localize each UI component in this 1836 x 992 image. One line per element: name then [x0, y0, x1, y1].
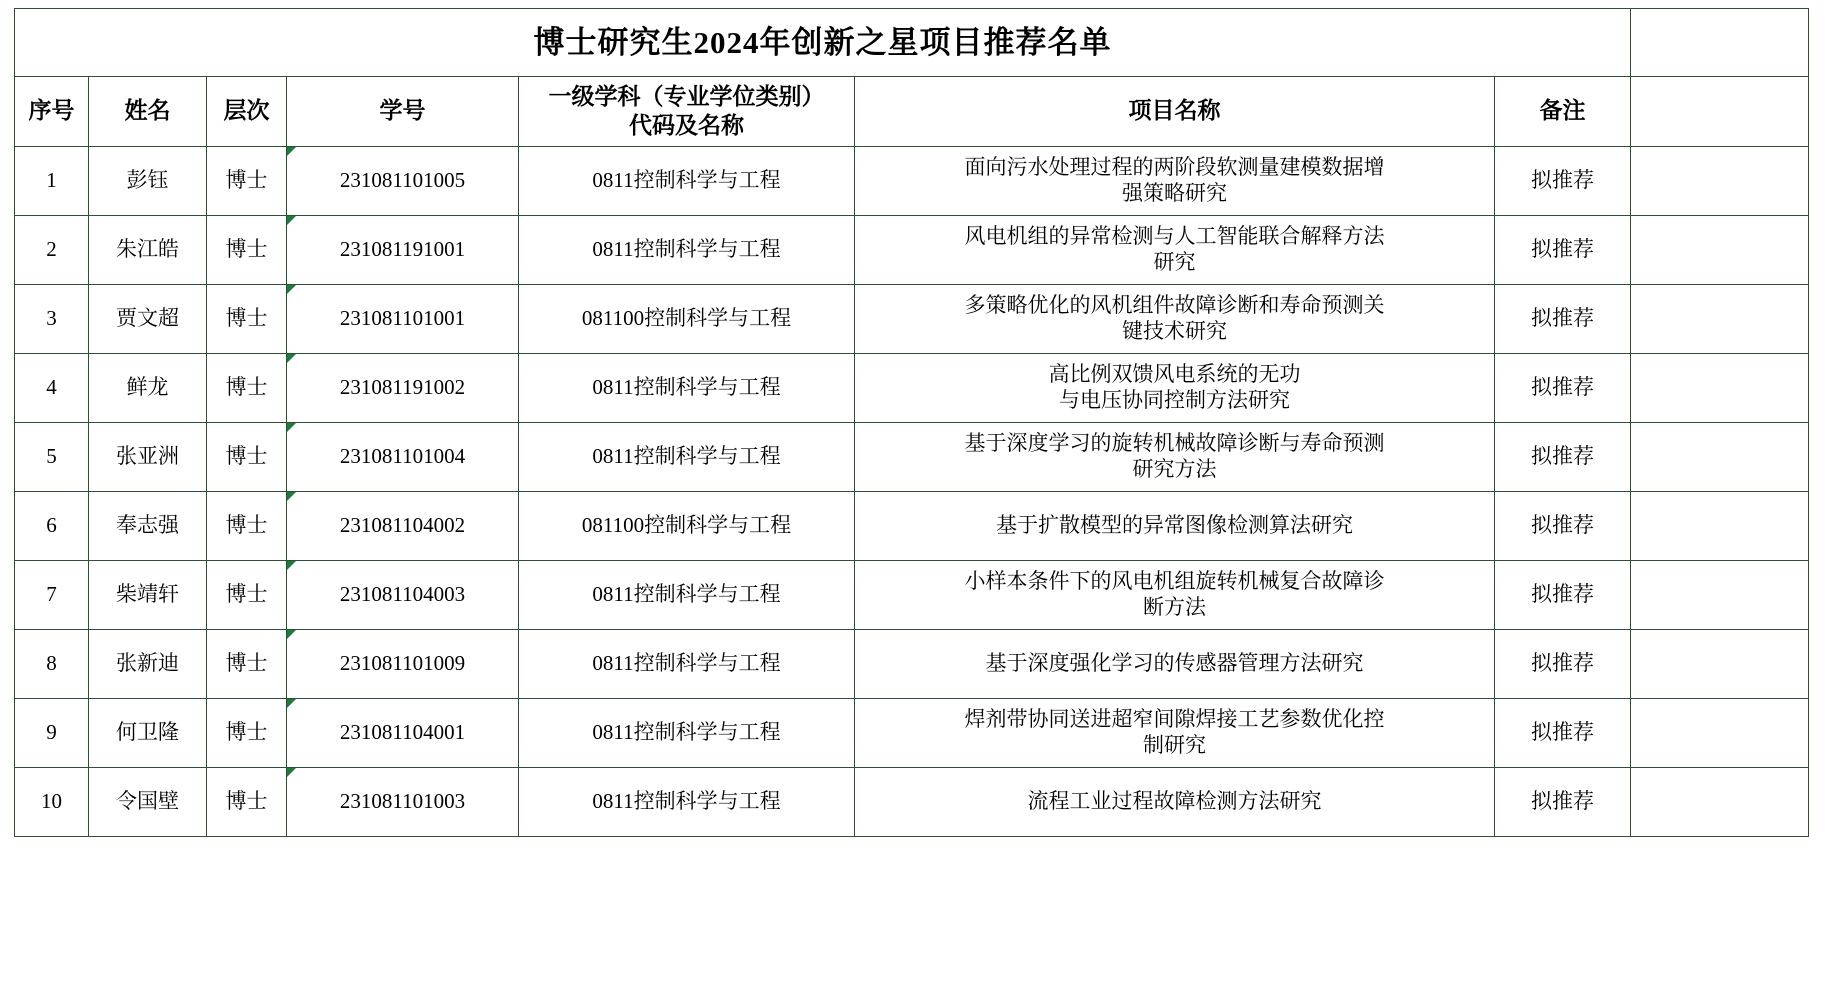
table-row — [15, 629, 1809, 698]
cell-note: 拟推荐 — [1495, 353, 1631, 422]
cell-student-id-text: 231081104001 — [339, 720, 466, 745]
cell-student-id — [287, 215, 519, 284]
cell-project-line1: 基于深度强化学习的传感器管理方法研究 — [985, 651, 1364, 676]
row-trailing-blank-cell — [1631, 629, 1809, 698]
cell-level: 博士 — [207, 629, 287, 698]
cell-name: 奉志强 — [89, 491, 207, 560]
cell-subject: 081100控制科学与工程 — [519, 284, 855, 353]
table-title-row — [15, 9, 1809, 77]
column-header-seq: 序号 — [15, 77, 89, 147]
column-header-note: 备注 — [1495, 77, 1631, 147]
cell-student-id — [287, 698, 519, 767]
error-flag-icon — [287, 561, 296, 570]
cell-project — [855, 284, 1495, 353]
cell-project — [855, 698, 1495, 767]
cell-student-id — [287, 560, 519, 629]
table-row — [15, 284, 1809, 353]
cell-student-id — [287, 422, 519, 491]
row-trailing-blank-cell — [1631, 698, 1809, 767]
cell-project — [855, 353, 1495, 422]
cell-project-line1: 基于深度学习的旋转机械故障诊断与寿命预测 — [964, 431, 1385, 456]
cell-project-line1: 高比例双馈风电系统的无功 — [1048, 362, 1301, 387]
cell-project-line1: 多策略优化的风机组件故障诊断和寿命预测关 — [964, 293, 1385, 318]
document-sheet — [0, 8, 1836, 992]
row-trailing-blank-cell — [1631, 560, 1809, 629]
cell-seq: 9 — [15, 698, 89, 767]
cell-seq: 1 — [15, 146, 89, 215]
cell-seq: 7 — [15, 560, 89, 629]
column-header-level: 层次 — [207, 77, 287, 147]
cell-name: 彭钰 — [89, 146, 207, 215]
cell-level: 博士 — [207, 146, 287, 215]
cell-note: 拟推荐 — [1495, 146, 1631, 215]
cell-student-id — [287, 353, 519, 422]
cell-project-line2: 研究方法 — [1132, 456, 1217, 481]
cell-name: 何卫隆 — [89, 698, 207, 767]
cell-subject: 0811控制科学与工程 — [519, 767, 855, 836]
cell-seq: 8 — [15, 629, 89, 698]
cell-seq: 2 — [15, 215, 89, 284]
cell-subject: 0811控制科学与工程 — [519, 146, 855, 215]
cell-project-line1: 基于扩散模型的异常图像检测算法研究 — [996, 513, 1353, 538]
cell-project — [855, 422, 1495, 491]
cell-seq: 6 — [15, 491, 89, 560]
table-row — [15, 146, 1809, 215]
row-trailing-blank-cell — [1631, 353, 1809, 422]
error-flag-icon — [287, 147, 296, 156]
cell-level: 博士 — [207, 215, 287, 284]
cell-note: 拟推荐 — [1495, 491, 1631, 560]
title-trailing-blank-cell — [1631, 9, 1809, 77]
cell-seq: 4 — [15, 353, 89, 422]
cell-project — [855, 629, 1495, 698]
table-row — [15, 767, 1809, 836]
cell-note: 拟推荐 — [1495, 629, 1631, 698]
cell-note: 拟推荐 — [1495, 698, 1631, 767]
cell-project-line1: 流程工业过程故障检测方法研究 — [1027, 789, 1322, 814]
cell-project-line1: 小样本条件下的风电机组旋转机械复合故障诊 — [964, 569, 1385, 594]
cell-project-line2: 键技术研究 — [1122, 318, 1227, 343]
error-flag-icon — [287, 492, 296, 501]
cell-level: 博士 — [207, 698, 287, 767]
cell-project-line2: 与电压协同控制方法研究 — [1059, 387, 1290, 412]
cell-student-id-text: 231081191001 — [339, 237, 466, 262]
cell-subject: 0811控制科学与工程 — [519, 215, 855, 284]
table-header-row — [15, 77, 1809, 147]
cell-project-line2: 断方法 — [1143, 594, 1206, 619]
cell-student-id-text: 231081101005 — [339, 168, 466, 193]
cell-student-id-text: 231081191002 — [339, 375, 466, 400]
error-flag-icon — [287, 285, 296, 294]
table-row — [15, 698, 1809, 767]
column-header-subject-line2: 代码及名称 — [629, 113, 744, 139]
cell-level: 博士 — [207, 422, 287, 491]
row-trailing-blank-cell — [1631, 284, 1809, 353]
cell-student-id-text: 231081101003 — [339, 789, 466, 814]
page-title: 博士研究生2024年创新之星项目推荐名单 — [15, 9, 1631, 77]
cell-project-line2: 强策略研究 — [1122, 180, 1227, 205]
error-flag-icon — [287, 630, 296, 639]
error-flag-icon — [287, 699, 296, 708]
cell-student-id — [287, 629, 519, 698]
cell-subject: 0811控制科学与工程 — [519, 629, 855, 698]
cell-seq: 10 — [15, 767, 89, 836]
table-row — [15, 353, 1809, 422]
cell-project — [855, 560, 1495, 629]
table-row — [15, 491, 1809, 560]
cell-student-id — [287, 284, 519, 353]
cell-name: 朱江皓 — [89, 215, 207, 284]
cell-student-id-text: 231081104003 — [339, 582, 466, 607]
error-flag-icon — [287, 423, 296, 432]
recommendation-table — [14, 8, 1809, 837]
cell-name: 柴靖轩 — [89, 560, 207, 629]
column-header-student-id: 学号 — [287, 77, 519, 147]
header-trailing-blank-cell — [1631, 77, 1809, 147]
cell-project-line2: 制研究 — [1143, 732, 1206, 757]
cell-project — [855, 146, 1495, 215]
cell-level: 博士 — [207, 284, 287, 353]
cell-name: 鲜龙 — [89, 353, 207, 422]
cell-project-line1: 面向污水处理过程的两阶段软测量建模数据增 — [964, 155, 1385, 180]
row-trailing-blank-cell — [1631, 422, 1809, 491]
error-flag-icon — [287, 216, 296, 225]
cell-seq: 3 — [15, 284, 89, 353]
table-row — [15, 215, 1809, 284]
cell-project-line1: 焊剂带协同送进超窄间隙焊接工艺参数优化控 — [964, 707, 1385, 732]
cell-student-id-text: 231081101009 — [339, 651, 466, 676]
cell-subject: 0811控制科学与工程 — [519, 422, 855, 491]
cell-note: 拟推荐 — [1495, 560, 1631, 629]
error-flag-icon — [287, 354, 296, 363]
cell-student-id-text: 231081101001 — [339, 306, 466, 331]
column-header-subject-line1: 一级学科（专业学位类别） — [548, 84, 825, 109]
cell-name: 张新迪 — [89, 629, 207, 698]
row-trailing-blank-cell — [1631, 767, 1809, 836]
cell-name: 张亚洲 — [89, 422, 207, 491]
cell-level: 博士 — [207, 767, 287, 836]
cell-name: 贾文超 — [89, 284, 207, 353]
cell-student-id — [287, 767, 519, 836]
cell-student-id-text: 231081104002 — [339, 513, 466, 538]
column-header-project: 项目名称 — [855, 77, 1495, 147]
cell-subject: 081100控制科学与工程 — [519, 491, 855, 560]
cell-project — [855, 767, 1495, 836]
cell-subject: 0811控制科学与工程 — [519, 698, 855, 767]
cell-level: 博士 — [207, 560, 287, 629]
cell-note: 拟推荐 — [1495, 767, 1631, 836]
row-trailing-blank-cell — [1631, 491, 1809, 560]
cell-project-line1: 风电机组的异常检测与人工智能联合解释方法 — [964, 224, 1385, 249]
cell-level: 博士 — [207, 491, 287, 560]
column-header-name: 姓名 — [89, 77, 207, 147]
cell-level: 博士 — [207, 353, 287, 422]
cell-note: 拟推荐 — [1495, 284, 1631, 353]
error-flag-icon — [287, 768, 296, 777]
table-row — [15, 422, 1809, 491]
cell-note: 拟推荐 — [1495, 215, 1631, 284]
cell-project — [855, 215, 1495, 284]
cell-student-id — [287, 146, 519, 215]
cell-student-id-text: 231081101004 — [339, 444, 466, 469]
cell-project-line2: 研究 — [1153, 249, 1196, 274]
cell-subject: 0811控制科学与工程 — [519, 353, 855, 422]
cell-note: 拟推荐 — [1495, 422, 1631, 491]
cell-student-id — [287, 491, 519, 560]
column-header-subject — [519, 77, 855, 147]
cell-name: 令国壁 — [89, 767, 207, 836]
cell-seq: 5 — [15, 422, 89, 491]
cell-subject: 0811控制科学与工程 — [519, 560, 855, 629]
table-row — [15, 560, 1809, 629]
cell-project — [855, 491, 1495, 560]
row-trailing-blank-cell — [1631, 146, 1809, 215]
row-trailing-blank-cell — [1631, 215, 1809, 284]
